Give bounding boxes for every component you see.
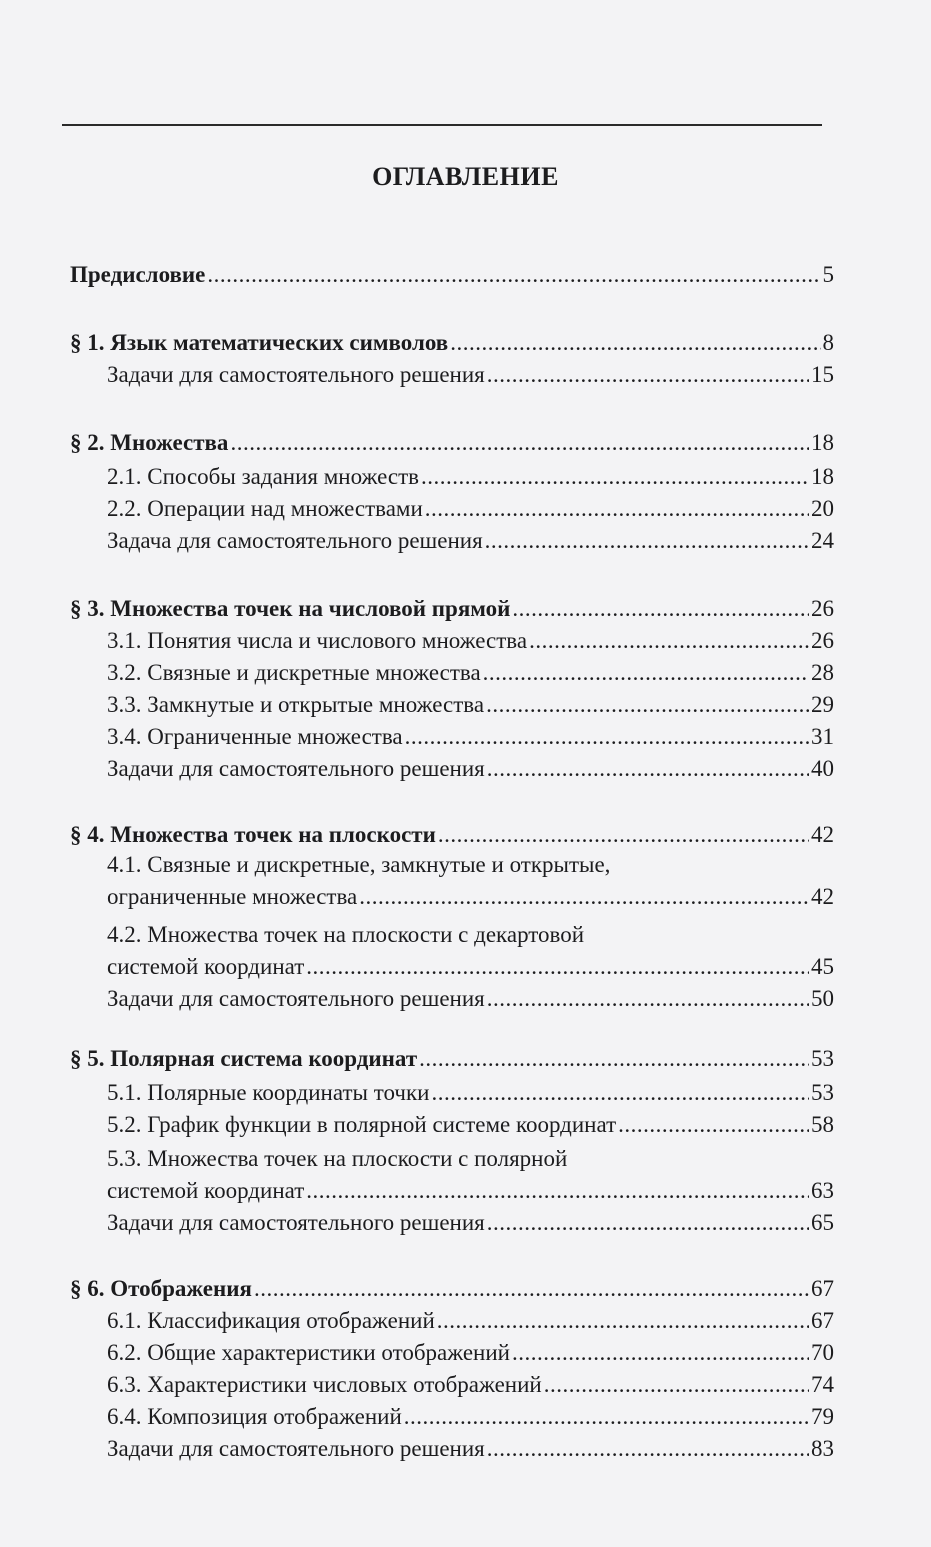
toc-page-number: 58 (811, 1112, 834, 1137)
dot-leader (487, 1208, 809, 1238)
toc-subsection-entry[interactable] (107, 626, 834, 656)
toc-section-entry[interactable] (70, 1044, 834, 1074)
toc-entry-label: 6.4. Композиция отображений (107, 1404, 402, 1429)
dot-leader (421, 462, 809, 492)
dot-leader (485, 526, 809, 556)
toc-page-number: 67 (811, 1308, 834, 1333)
dot-leader (425, 494, 809, 524)
toc-entry-label: 5.1. Полярные координаты точки (107, 1080, 430, 1105)
toc-section-entry[interactable] (70, 260, 834, 290)
toc-entry-label: Предисловие (70, 262, 206, 287)
toc-subsection-entry[interactable] (107, 1208, 834, 1238)
toc-entry-label: 6.2. Общие характеристики отображений (107, 1340, 510, 1365)
toc-page-number: 50 (811, 986, 834, 1011)
toc-section-entry[interactable] (70, 820, 834, 850)
toc-entry-line: 4.2. Множества точек на плоскости с декартовой (107, 922, 585, 947)
dot-leader (306, 1176, 809, 1206)
toc-subsection-entry[interactable] (107, 1306, 834, 1336)
toc-subsection-entry[interactable] (107, 1078, 834, 1108)
toc-page-number: 40 (811, 756, 834, 781)
toc-entry-label: системой координат (107, 1178, 305, 1203)
toc-entry-label: § 5. Полярная система координат (70, 1046, 418, 1071)
toc-page-number: 18 (811, 430, 834, 455)
toc-entry-label: § 6. Отображения (70, 1276, 252, 1301)
dot-leader (404, 1402, 809, 1432)
toc-entry-label: Задачи для самостоятельного решения (107, 1436, 485, 1461)
toc-page-number: 29 (811, 692, 834, 717)
dot-leader (254, 1274, 809, 1304)
dot-leader (405, 722, 809, 752)
toc-page-number: 24 (811, 528, 834, 553)
toc-subsection-entry[interactable] (107, 1338, 834, 1368)
dot-leader (306, 952, 809, 982)
toc-page-number: 8 (822, 330, 834, 355)
toc-subsection-entry[interactable] (107, 1110, 834, 1140)
toc-entry-label: 6.1. Классификация отображений (107, 1308, 435, 1333)
dot-leader (207, 260, 820, 290)
dot-leader (512, 594, 809, 624)
toc-page-number: 67 (811, 1276, 834, 1301)
toc-entry-label: 3.3. Замкнутые и открытые множества (107, 692, 485, 717)
toc-page-number: 20 (811, 496, 834, 521)
dot-leader (618, 1110, 809, 1140)
toc-subsection-entry[interactable] (107, 462, 834, 492)
dot-leader (483, 658, 809, 688)
toc-subsection-entry[interactable] (107, 952, 834, 982)
toc-page-number: 42 (811, 884, 834, 909)
toc-page-number: 83 (811, 1436, 834, 1461)
toc-subsection-entry[interactable] (107, 1176, 834, 1206)
toc-page-number: 18 (811, 464, 834, 489)
toc-subsection-entry[interactable] (107, 1434, 834, 1464)
toc-entry-label: § 3. Множества точек на числовой прямой (70, 596, 511, 621)
toc-subsection-entry[interactable] (107, 984, 834, 1014)
toc-page-number: 15 (811, 362, 834, 387)
toc-page-number: 28 (811, 660, 834, 685)
dot-leader (512, 1338, 809, 1368)
toc-page-number: 5 (822, 262, 834, 287)
toc-entry-label: Задачи для самостоятельного решения (107, 986, 485, 1011)
toc-entry-label: 5.2. График функции в полярной системе координат (107, 1112, 617, 1137)
toc-subsection-entry[interactable] (107, 1402, 834, 1432)
toc-page-number: 31 (811, 724, 834, 749)
toc-subsection-entry[interactable] (107, 754, 834, 784)
toc-entry-label: Задачи для самостоятельного решения (107, 756, 485, 781)
dot-leader (431, 1078, 809, 1108)
dot-leader (230, 428, 809, 458)
toc-section-entry[interactable] (70, 1274, 834, 1304)
dot-leader (486, 690, 809, 720)
dot-leader (419, 1044, 809, 1074)
dot-leader (450, 328, 820, 358)
toc-entry-label: 2.1. Способы задания множеств (107, 464, 420, 489)
toc-entry-label: § 4. Множества точек на плоскости (70, 822, 436, 847)
dot-leader (487, 754, 809, 784)
toc-page-number: 45 (811, 954, 834, 979)
toc-subsection-entry[interactable] (107, 1370, 834, 1400)
toc-entry-label: Задачи для самостоятельного решения (107, 1210, 485, 1235)
toc-subsection-entry[interactable] (107, 360, 834, 390)
toc-section-entry[interactable] (70, 594, 834, 624)
toc-page-number: 70 (811, 1340, 834, 1365)
toc-page-number: 26 (811, 628, 834, 653)
toc-page-number: 26 (811, 596, 834, 621)
toc-page-number: 63 (811, 1178, 834, 1203)
page-title: ОГЛАВЛЕНИЕ (372, 162, 559, 191)
toc-page-number: 42 (811, 822, 834, 847)
toc-entry-label: Задача для самостоятельного решения (107, 528, 483, 553)
toc-entry-label: 3.2. Связные и дискретные множества (107, 660, 481, 685)
toc-subsection-entry[interactable] (107, 658, 834, 688)
toc-page-number: 65 (811, 1210, 834, 1235)
toc-entry-line: 4.1. Связные и дискретные, замкнутые и открытые, (107, 852, 611, 877)
toc-entry-label: системой координат (107, 954, 305, 979)
dot-leader (487, 984, 809, 1014)
toc-subsection-entry[interactable] (107, 690, 834, 720)
toc-entry-line: 5.3. Множества точек на плоскости с полярной (107, 1146, 568, 1171)
toc-subsection-entry[interactable] (107, 526, 834, 556)
dot-leader (529, 626, 809, 656)
dot-leader (438, 820, 809, 850)
toc-entry-label: Задачи для самостоятельного решения (107, 362, 485, 387)
dot-leader (487, 360, 809, 390)
toc-subsection-entry[interactable] (107, 722, 834, 752)
toc-page-number: 53 (811, 1046, 834, 1071)
toc-entry-label: 2.2. Операции над множествами (107, 496, 423, 521)
toc-entry-label: 6.3. Характеристики числовых отображений (107, 1372, 542, 1397)
toc-page-number: 53 (811, 1080, 834, 1105)
dot-leader (487, 1434, 809, 1464)
dot-leader (437, 1306, 809, 1336)
toc-entry-label: § 1. Язык математических символов (70, 330, 449, 355)
toc-entry-label: ограниченные множества (107, 884, 358, 909)
toc-page-number: 79 (811, 1404, 834, 1429)
header-rule (62, 124, 822, 126)
toc-entry-label: 3.4. Ограниченные множества (107, 724, 403, 749)
toc-section-entry[interactable] (70, 328, 834, 358)
toc-page-number: 74 (811, 1372, 834, 1397)
toc-subsection-entry[interactable] (107, 882, 834, 912)
toc-entry-label: 3.1. Понятия числа и числового множества (107, 628, 528, 653)
toc-subsection-entry[interactable] (107, 494, 834, 524)
toc-section-entry[interactable] (70, 428, 834, 458)
dot-leader (359, 882, 809, 912)
toc-entry-label: § 2. Множества (70, 430, 229, 455)
dot-leader (544, 1370, 809, 1400)
